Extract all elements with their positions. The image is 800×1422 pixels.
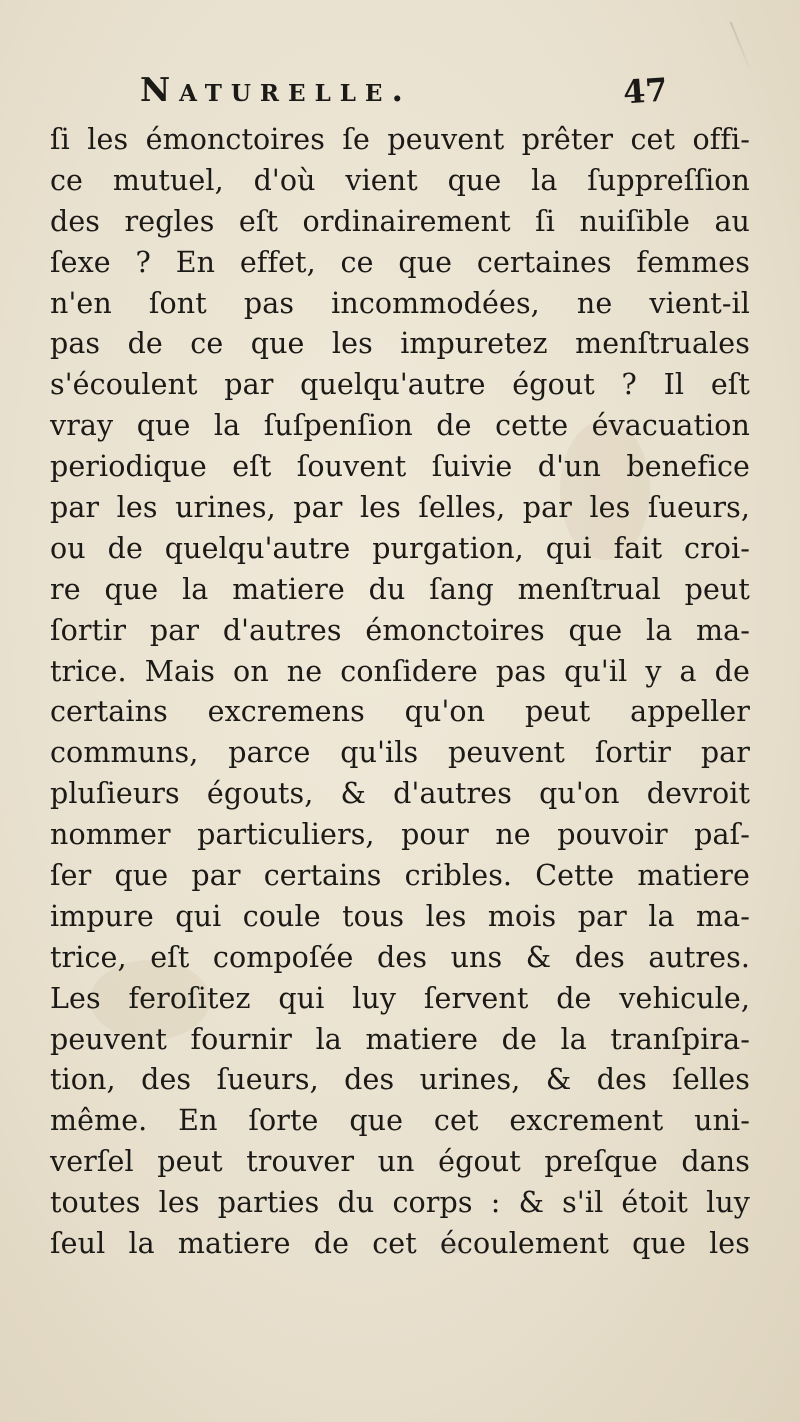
text-line: trice. Mais on ne conſidere pas qu'il y a de xyxy=(50,654,750,688)
text-line: n'en ſont pas incommodées, ne vient-il xyxy=(50,286,750,320)
running-title: Naturelle. xyxy=(140,70,412,109)
text-line: verſel peut trouver un égout preſque dans xyxy=(50,1145,750,1179)
text-line: même. En ſorte que cet excrement uni- xyxy=(50,1104,750,1138)
text-line: nommer particuliers, pour ne pouvoir paſ- xyxy=(50,818,750,852)
text-line: peuvent fournir la matiere de la tranſpira- xyxy=(50,1022,750,1056)
text-line: ou de quelqu'autre purgation, qui fait croi- xyxy=(50,531,750,565)
text-line: certains excremens qu'on peut appeller xyxy=(50,695,750,729)
text-line: des regles eſt ordinairement ſi nuiſible au xyxy=(50,204,750,238)
text-line: ſi les émonctoires ſe peuvent prêter cet offi- xyxy=(50,123,750,156)
text-line: s'écoulent par quelqu'autre égout ? Il eſt xyxy=(50,368,750,402)
text-line: par les urines, par les ſelles, par les ſueurs, xyxy=(50,491,750,525)
text-line: ce mutuel, d'où vient que la ſuppreſſion xyxy=(50,163,750,197)
text-line: trice, eſt compoſée des uns & des autres. xyxy=(50,940,750,974)
text-line: ſer que par certains cribles. Cette matiere xyxy=(50,859,750,893)
text-line: ſeul la matiere de cet écoulement que les xyxy=(50,1227,750,1261)
page-number: 47 xyxy=(622,70,670,112)
text-line: ſexe ? En effet, ce que certaines femmes xyxy=(50,245,750,279)
text-line: pluſieurs égouts, & d'autres qu'on devroit xyxy=(50,777,750,811)
text-line: tion, des ſueurs, des urines, & des ſelles xyxy=(50,1063,750,1097)
text-line: communs, parce qu'ils peuvent ſortir par xyxy=(50,736,750,770)
text-line: vray que la ſuſpenſion de cette évacuation xyxy=(50,409,750,443)
body-text xyxy=(50,120,750,1265)
running-head xyxy=(140,70,670,120)
text-line: Les feroſitez qui luy ſervent de vehicule, xyxy=(50,981,750,1015)
text-line: toutes les parties du corps : & s'il étoit luy xyxy=(50,1186,750,1220)
text-line: pas de ce que les impuretez menſtruales xyxy=(50,327,750,361)
page-crease xyxy=(730,22,752,74)
ink-speck xyxy=(436,1243,466,1253)
text-line: impure qui coule tous les mois par la ma- xyxy=(50,899,750,933)
text-line: periodique eſt ſouvent ſuivie d'un benefice xyxy=(50,450,750,484)
text-line: ſortir par d'autres émonctoires que la ma- xyxy=(50,613,750,647)
text-line: re que la matiere du ſang menſtrual peut xyxy=(50,572,750,606)
